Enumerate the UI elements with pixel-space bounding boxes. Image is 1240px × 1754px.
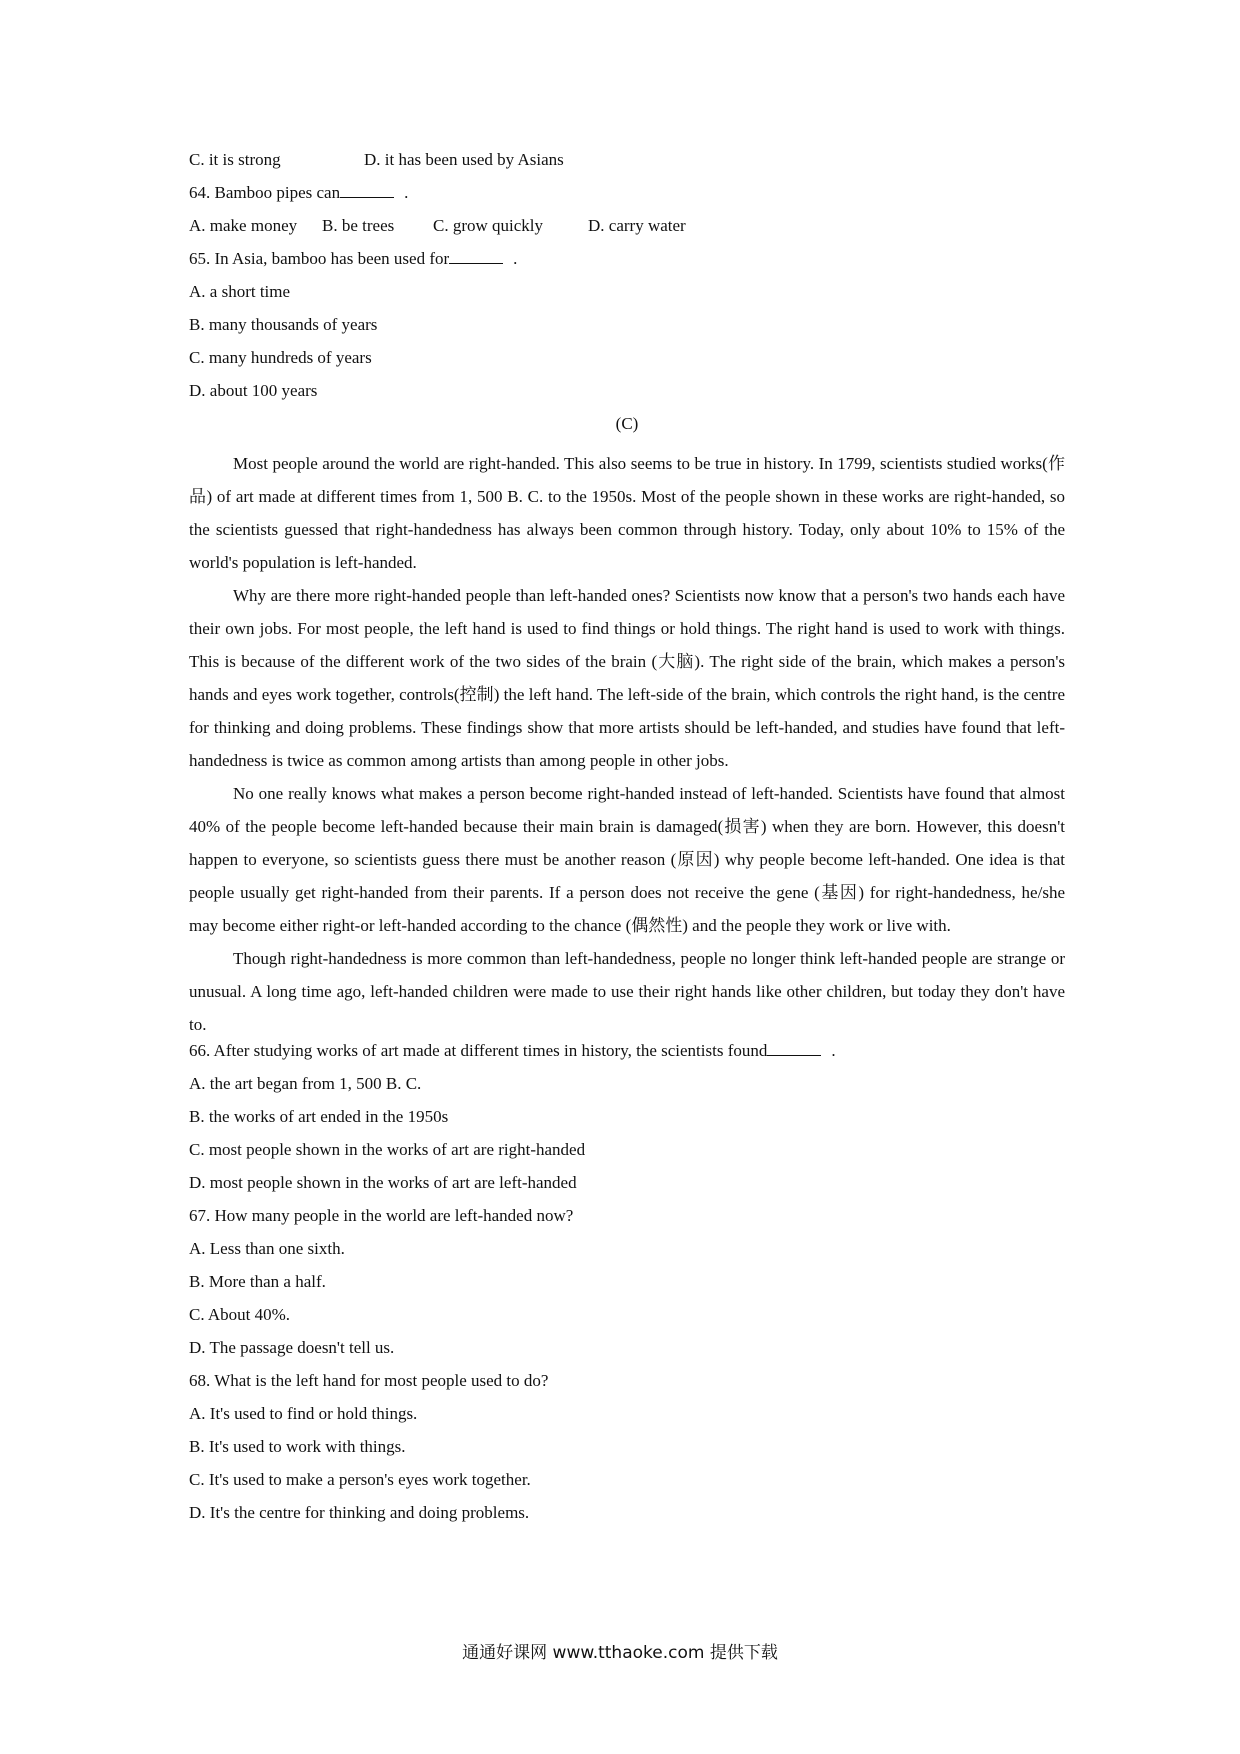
q64-option-c: C. grow quickly: [433, 216, 544, 235]
q64-stem: 64. Bamboo pipes can .: [189, 183, 409, 202]
q67-stem: 67. How many people in the world are left-handed now?: [189, 1206, 574, 1225]
q67-option-d: D. The passage doesn't tell us.: [189, 1338, 395, 1357]
passage-paragraph-2: Why are there more right-handed people than left-handed ones? Scientists now know that a person's two hands each have their own jobs. For most people, the left hand is used to find things or hold things. The right hand is used to work with things. This is because of the different work of the two sides of the brain (大脑). The right side of the brain, which makes a person's hands and eyes work together, controls(控制) the left hand. The left-side of the brain, which controls the right hand, is the centre for thinking and doing problems. These findings show that more artists should be left-handed, and studies have found that left-handedness is twice as common among artists than among people in other jobs.: [189, 586, 1065, 770]
answer-blank: [340, 183, 394, 198]
q63-option-c: C. it is strong: [189, 150, 281, 169]
q64-option-d: D. carry water: [588, 216, 686, 235]
q65-option-a: A. a short time: [189, 282, 291, 301]
q65-stem: 65. In Asia, bamboo has been used for .: [189, 249, 518, 268]
q66-stem: 66. After studying works of art made at different times in history, the scientists found .: [189, 1041, 836, 1060]
passage-paragraph-3: No one really knows what makes a person become right-handed instead of left-handed. Scientists have found that almost 40% of the people become left-handed because their main brain is damaged(损害) when they are born. However, this doesn't happen to everyone, so scientists guess there must be another reason (原因) why people become left-handed. One idea is that people usually get right-handed from their parents. If a person does not receive the gene (基因) for right-handedness, he/she may become either right-or left-handed according to the chance (偶然性) and the people they work or live with.: [189, 784, 1065, 935]
q64-options: [189, 216, 1065, 249]
q67-option-c: C. About 40%.: [189, 1305, 291, 1324]
q65-option-c: C. many hundreds of years: [189, 348, 372, 367]
q64-option-b: B. be trees: [322, 216, 395, 235]
q63-options-cd: [189, 150, 1065, 183]
q66-option-b: B. the works of art ended in the 1950s: [189, 1107, 449, 1126]
page-content: [189, 150, 1065, 1536]
q68-option-b: B. It's used to work with things.: [189, 1437, 406, 1456]
q68-option-c: C. It's used to make a person's eyes work together.: [189, 1470, 531, 1489]
q66-option-d: D. most people shown in the works of art are left-handed: [189, 1173, 577, 1192]
q65-option-b: B. many thousands of years: [189, 315, 378, 334]
footer-source: 通通好课网 www.tthaoke.com 提供下载: [462, 1643, 778, 1663]
q68-option-d: D. It's the centre for thinking and doing problems.: [189, 1503, 530, 1522]
q66-option-a: A. the art began from 1, 500 B. C.: [189, 1074, 422, 1093]
passage-paragraph-1: Most people around the world are right-handed. This also seems to be true in history. In 1799, scientists studied works(作品) of art made at different times from 1, 500 B. C. to the 1950s. Most of the people shown in these works are right-handed, so the scientists guessed that right-handedness has always been common through history. Today, only about 10% to 15% of the world's population is left-handed.: [189, 454, 1065, 572]
q63-option-d: D. it has been used by Asians: [364, 150, 564, 169]
q65-option-d: D. about 100 years: [189, 381, 318, 400]
q64-option-a: A. make money: [189, 216, 298, 235]
q68-stem: 68. What is the left hand for most people used to do?: [189, 1371, 549, 1390]
q67-option-b: B. More than a half.: [189, 1272, 326, 1291]
q66-option-c: C. most people shown in the works of art are right-handed: [189, 1140, 586, 1159]
passage-paragraph-4: Though right-handedness is more common than left-handedness, people no longer think left-handed people are strange or unusual. A long time ago, left-handed children were made to use their right hands like other children, but today they don't have to.: [189, 949, 1065, 1034]
q68-option-a: A. It's used to find or hold things.: [189, 1404, 418, 1423]
section-heading: (C): [615, 414, 639, 433]
answer-blank: [449, 249, 503, 264]
answer-blank: [767, 1041, 821, 1056]
q67-option-a: A. Less than one sixth.: [189, 1239, 345, 1258]
